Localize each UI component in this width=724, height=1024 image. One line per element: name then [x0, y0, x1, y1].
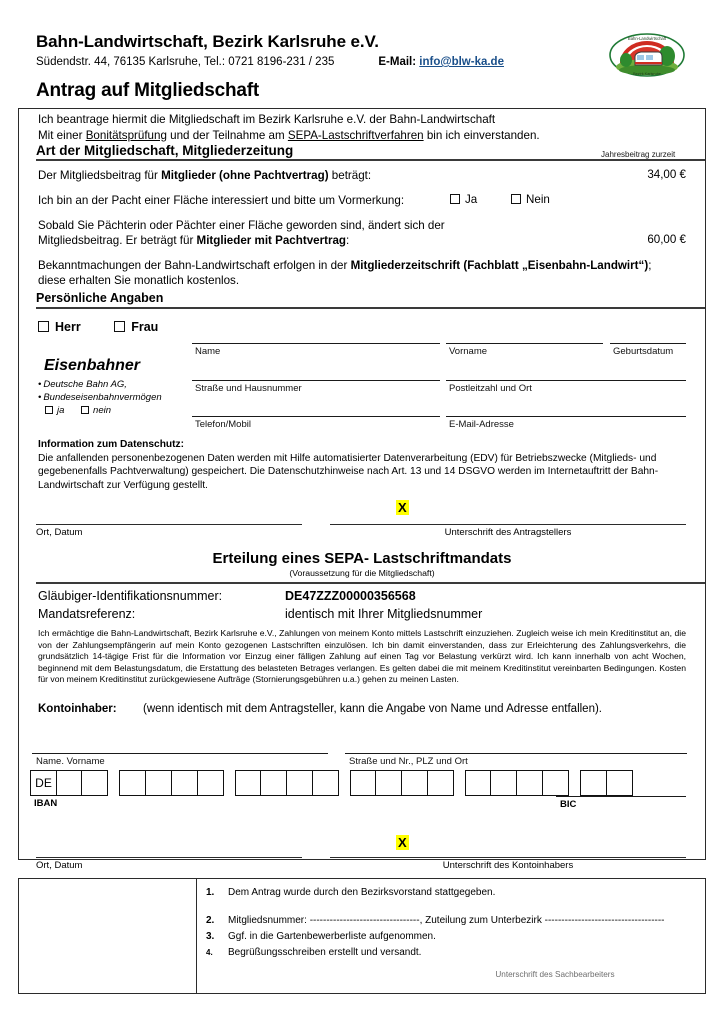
- intro-line-2: Mit einer Bonitätsprüfung und der Teilnahme am SEPA-Lastschriftverfahren bin ich einverstanden.: [38, 128, 540, 142]
- bahn-landwirtschaft-logo: [608, 32, 686, 78]
- intro-text: [38, 112, 678, 143]
- iban-group-3[interactable]: [235, 770, 339, 796]
- label-plz-ort: Postleitzahl und Ort: [449, 383, 532, 394]
- iban-group-5[interactable]: [465, 770, 569, 796]
- publication-notice-line-2: diese erhalten Sie monatlich kostenlos.: [38, 274, 240, 287]
- iban-cell[interactable]: [56, 770, 83, 796]
- label-eisenbahner-ja: ja: [57, 405, 65, 416]
- field-account-holder-name[interactable]: [32, 753, 328, 754]
- label-signature-applicant: Unterschrift des Antragstellers: [444, 527, 572, 538]
- document-header: [36, 32, 596, 69]
- iban-group-6[interactable]: [580, 770, 633, 796]
- office-use-item[interactable]: [206, 930, 696, 944]
- label-ort-datum-applicant: Ort, Datum: [36, 527, 83, 538]
- office-item-text: Dem Antrag wurde durch den Bezirksvorstand stattgegeben.: [228, 887, 496, 898]
- office-item-number: 2.: [206, 915, 215, 926]
- office-use-item[interactable]: [206, 886, 696, 900]
- iban-cell[interactable]: [235, 770, 262, 796]
- mandate-reference-label: Mandatsreferenz:: [38, 607, 136, 621]
- office-item-text: Mitgliedsnummer: ---------------------------------, Zuteilung zum Unterbezirk ------------------------------------: [228, 915, 665, 926]
- office-use-item[interactable]: [206, 946, 696, 960]
- iban-cell[interactable]: [606, 770, 633, 796]
- iban-cell[interactable]: [542, 770, 569, 796]
- privacy-information: [38, 438, 684, 492]
- iban-cell[interactable]: [427, 770, 454, 796]
- lease-fee-line-1: Sobald Sie Pächterin oder Pächter einer Fläche geworden sind, ändert sich der: [38, 219, 445, 232]
- eisenbahner-employer-2: • Bundeseisenbahnvermögen: [38, 392, 162, 403]
- creditor-id-value: DE47ZZZ00000356568: [285, 589, 416, 603]
- checkbox-lease-no[interactable]: [511, 194, 521, 204]
- signature-x-marker-applicant: X: [398, 500, 407, 515]
- field-plz-ort[interactable]: [446, 380, 686, 381]
- label-ort-datum-account-holder: Ort, Datum: [36, 860, 83, 871]
- label-bic: BIC: [560, 799, 577, 810]
- field-email[interactable]: [446, 416, 686, 417]
- label-telefon: Telefon/Mobil: [195, 419, 251, 430]
- iban-group-1[interactable]: [30, 770, 108, 796]
- iban-cell[interactable]: [286, 770, 313, 796]
- label-signature-account-holder: Unterschrift des Kontoinhabers: [442, 860, 574, 871]
- checkbox-lease-yes[interactable]: [450, 194, 460, 204]
- email-link[interactable]: info@blw-ka.de: [419, 56, 504, 68]
- svg-text:Bahn-Landwirtschaft: Bahn-Landwirtschaft: [627, 36, 667, 41]
- label-eisenbahner-nein: nein: [93, 405, 112, 416]
- field-ort-datum-account-holder[interactable]: [36, 857, 302, 858]
- field-telefon[interactable]: [192, 416, 440, 417]
- office-use-item[interactable]: [206, 914, 696, 928]
- iban-cell[interactable]: [401, 770, 428, 796]
- email-block: [378, 55, 504, 69]
- label-account-holder-name: Name. Vorname: [36, 756, 105, 767]
- office-item-number: 4.: [206, 948, 213, 957]
- office-item-text: Begrüßungsschreiben erstellt und versandt.: [228, 947, 422, 958]
- sepa-title: Erteilung eines SEPA- Lastschriftmandats: [212, 550, 512, 567]
- iban-cell[interactable]: [465, 770, 492, 796]
- iban-cell[interactable]: [119, 770, 146, 796]
- account-holder-label: Kontoinhaber:: [38, 703, 117, 715]
- iban-input-row[interactable]: [30, 770, 644, 796]
- fee-amount-standard: 34,00 €: [647, 168, 686, 181]
- iban-cell[interactable]: [375, 770, 402, 796]
- organization-contact: [36, 55, 596, 69]
- field-geburtsdatum[interactable]: [610, 343, 686, 344]
- field-signature-applicant[interactable]: [330, 524, 686, 525]
- field-vorname[interactable]: [446, 343, 603, 344]
- label-vorname: Vorname: [449, 346, 488, 357]
- label-signature-clerk: Unterschrift des Sachbearbeiters: [495, 970, 615, 979]
- office-item-number: 3.: [206, 931, 215, 942]
- checkbox-eisenbahner-nein[interactable]: [81, 406, 89, 414]
- privacy-heading: Information zum Datenschutz:: [38, 439, 185, 450]
- iban-cell[interactable]: [145, 770, 172, 796]
- iban-cell[interactable]: [171, 770, 198, 796]
- eisenbahner-employer-1: • Deutsche Bahn AG,: [38, 379, 127, 390]
- iban-cell[interactable]: [490, 770, 517, 796]
- checkbox-eisenbahner-ja[interactable]: [45, 406, 53, 414]
- salutation-group[interactable]: [38, 320, 188, 334]
- account-holder-note: (wenn identisch mit dem Antragsteller, kann die Angabe von Name und Adresse entfallen).: [143, 703, 602, 715]
- page-title: Antrag auf Mitgliedschaft: [36, 80, 260, 101]
- field-account-holder-address[interactable]: [345, 753, 687, 754]
- iban-cell[interactable]: [516, 770, 543, 796]
- label-name: Name: [195, 346, 221, 357]
- privacy-text: Die anfallenden personenbezogenen Daten werden mit Hilfe automatisierter Datenverarbeitung (EDV) für Betriebszwecke (Mitglieds- und gegebenenfalls Pachtverwaltung) gespeichert. Die Datenschutzhinweise nach Art. 13 und 14 DSGVO werden im Internetauftritt der Bahn-Landwirtschaft zur Verfügung gestellt.: [38, 452, 659, 491]
- office-use-divider: [196, 878, 197, 994]
- label-email: E-Mail-Adresse: [449, 419, 514, 430]
- divider-sepa: [36, 582, 705, 584]
- organization-address: Südendstr. 44, 76135 Karlsruhe, Tel.: 0721 8196-231 / 235: [36, 56, 335, 68]
- iban-cell[interactable]: [260, 770, 287, 796]
- fee-line-standard: Der Mitgliedsbeitrag für Mitglieder (ohne Pachtvertrag) beträgt:: [38, 169, 372, 182]
- field-strasse[interactable]: [192, 380, 440, 381]
- label-iban: IBAN: [34, 798, 58, 809]
- iban-cell[interactable]: [197, 770, 224, 796]
- divider-personal: [36, 307, 705, 309]
- office-item-text: Ggf. in die Gartenbewerberliste aufgenommen.: [228, 931, 436, 942]
- organization-title: Bahn-Landwirtschaft, Bezirk Karlsruhe e.V.: [36, 32, 379, 51]
- label-strasse: Straße und Hausnummer: [195, 383, 302, 394]
- signature-x-marker-account-holder: X: [398, 835, 407, 850]
- section-title-membership-type: Art der Mitgliedschaft, Mitgliederzeitung: [36, 143, 294, 158]
- lease-option-no[interactable]: [511, 193, 550, 206]
- field-bic[interactable]: [556, 796, 686, 797]
- label-account-holder-address: Straße und Nr., PLZ und Ort: [349, 756, 468, 767]
- label-lease-no: Nein: [526, 193, 550, 206]
- label-frau: Frau: [131, 320, 159, 334]
- iban-cell[interactable]: [312, 770, 339, 796]
- publication-notice-line-1: Bekanntmachungen der Bahn-Landwirtschaft erfolgen in der Mitgliederzeitschrift (Fachblatt „Eisenbahn-Landwirt“);: [38, 259, 652, 272]
- sepa-mandate-text: Ich ermächtige die Bahn-Landwirtschaft, Bezirk Karlsruhe e.V., Zahlungen von meinem Konto mittels Lastschrift einzuziehen. Zugleich weise ich mein Kreditinstitut an, die von der Zahlungsempfängerin auf mein Konto gezogenen Lastschriften einzulösen. Ich bin damit einverstanden, dass zur Erleichterung des Zahlungsverkehrs, die grundsätzlich 14-tägige Frist für die Information vor Einzug einer fälligen Zahlung auf einen Tag vor Belastung verkürzt wird. Ich kann innerhalb von acht Wochen, beginnend mit dem Belastungsdatum, die Erstattung des belasteten Betrages verlangen. Es gelten dabei die mit meinem Kreditinstitut vereinbarten Bedingungen. Kosten für von meinem Kreditinstitut zurückgewiesene Aufträge (Stornierungsgebühren u.a.) gehen zu meinen Lasten.: [38, 628, 686, 685]
- label-herr: Herr: [55, 320, 81, 334]
- eisenbahner-employers: [38, 378, 188, 404]
- office-use-checklist: [206, 886, 696, 962]
- field-signature-account-holder[interactable]: [330, 857, 686, 858]
- email-label: E-Mail:: [378, 56, 417, 68]
- section-title-personal: Persönliche Angaben: [36, 291, 164, 305]
- iban-group-4[interactable]: [350, 770, 454, 796]
- iban-group-2[interactable]: [119, 770, 223, 796]
- field-name[interactable]: [192, 343, 440, 344]
- divider-membership: [36, 159, 705, 161]
- label-geburtsdatum: Geburtsdatum: [613, 346, 674, 357]
- field-ort-datum-applicant[interactable]: [36, 524, 302, 525]
- label-lease-yes: Ja: [465, 193, 478, 206]
- eisenbahner-yesno-group[interactable]: [45, 405, 125, 416]
- svg-text:Bezirk Karlsruhe: Bezirk Karlsruhe: [633, 72, 661, 76]
- iban-cell[interactable]: [81, 770, 108, 796]
- eisenbahner-heading: Eisenbahner: [44, 357, 141, 374]
- fee-amount-lease: 60,00 €: [647, 233, 686, 246]
- iban-cell[interactable]: [350, 770, 377, 796]
- mandate-reference-value: identisch mit Ihrer Mitgliedsnummer: [285, 607, 483, 621]
- office-item-number: 1.: [206, 887, 215, 898]
- office-spacer: [206, 902, 696, 914]
- checkbox-herr[interactable]: [38, 321, 49, 332]
- sepa-subtitle: (Voraussetzung für die Mitgliedschaft): [289, 568, 435, 578]
- lease-fee-line-2: Mitgliedsbeitrag. Er beträgt für Mitglieder mit Pachtvertrag:: [38, 234, 350, 247]
- iban-cell-country: DE: [30, 770, 57, 796]
- creditor-id-label: Gläubiger-Identifikationsnummer:: [38, 589, 223, 603]
- intro-line-1: Ich beantrage hiermit die Mitgliedschaft im Bezirk Karlsruhe e.V. der Bahn-Landwirtschaft: [38, 113, 496, 126]
- iban-cell[interactable]: [580, 770, 607, 796]
- annual-fee-note: Jahresbeitrag zurzeit: [601, 150, 676, 159]
- checkbox-frau[interactable]: [114, 321, 125, 332]
- lease-interest-question: Ich bin an der Pacht einer Fläche interessiert und bitte um Vormerkung:: [38, 194, 405, 207]
- lease-option-yes[interactable]: [450, 193, 477, 206]
